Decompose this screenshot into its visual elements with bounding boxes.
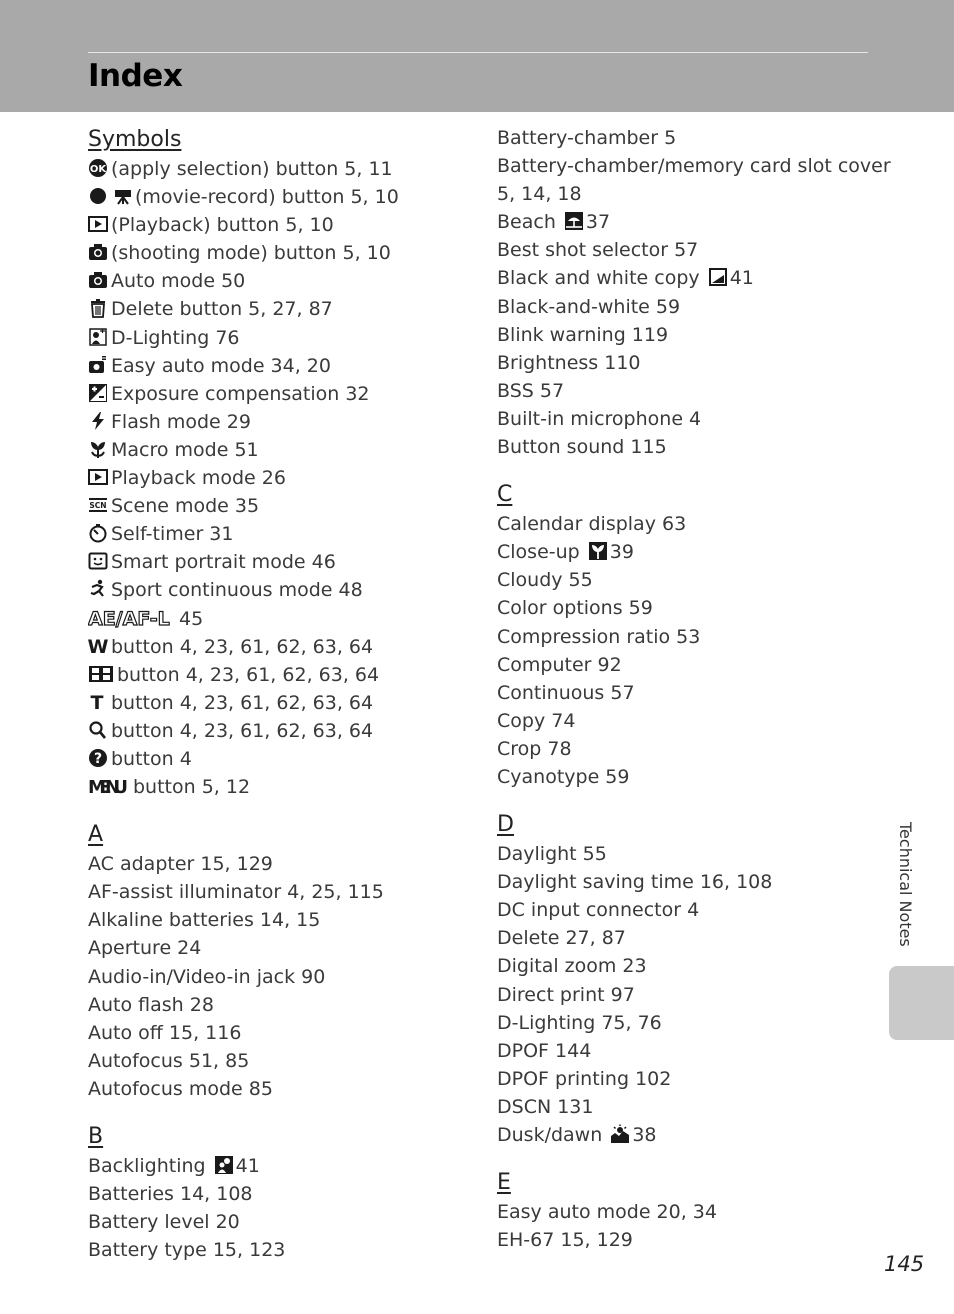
index-entry: Best shot selector 57: [497, 239, 699, 262]
index-entry: DPOF printing 102: [497, 1067, 672, 1090]
index-entry: D-Lighting 75, 76: [497, 1011, 662, 1034]
backlighting-icon: [214, 1155, 234, 1175]
index-entry: Beach 37: [497, 211, 611, 234]
index-entry: Easy auto mode 34, 20: [88, 352, 468, 380]
index-entry: Digital zoom 23: [497, 955, 647, 978]
index-entry: Battery type 15, 123: [88, 1239, 286, 1262]
index-entry: Sport continuous mode 48: [88, 576, 468, 604]
smart-portrait-icon: [88, 551, 108, 571]
side-section-label: Technical Notes: [896, 822, 915, 947]
header-rule: [88, 52, 868, 53]
index-entry: button 4, 23, 61, 62, 63, 64: [88, 717, 468, 745]
index-entry: Direct print 97: [497, 983, 635, 1006]
svg-text:SCN: SCN: [89, 501, 107, 511]
index-entry: Black-and-white 59: [497, 295, 681, 318]
index-entry: Built-in microphone 4: [497, 407, 702, 430]
svg-text:T: T: [90, 691, 104, 712]
bw-copy-icon: [708, 267, 728, 287]
index-entry: AE/AF-L 45: [88, 607, 204, 630]
index-entry: Daylight saving time 16, 108: [497, 871, 773, 894]
dusk-dawn-icon: [610, 1124, 630, 1144]
flash-icon: [88, 411, 108, 431]
index-entry: Self-timer 31: [88, 520, 468, 548]
index-entry: Dusk/dawn 38: [497, 1124, 657, 1146]
index-entry: Playback mode 26: [88, 464, 468, 492]
section-heading-d: D: [497, 812, 514, 838]
side-tab: [889, 966, 954, 1040]
left-column: [88, 124, 468, 1264]
svg-text:?: ?: [93, 750, 103, 767]
playback-zoom-icon: [88, 720, 108, 740]
index-entry: DSCN 131: [497, 1095, 594, 1118]
index-entry: Aperture 24: [88, 937, 202, 960]
index-entry: SCN Scene mode 35: [89, 495, 260, 518]
self-timer-icon: [88, 523, 108, 543]
index-entry: AC adapter 15, 129: [88, 853, 273, 876]
index-entry: BSS 57: [497, 379, 565, 402]
page-title: Index: [88, 58, 183, 94]
index-entry: Auto mode 50: [88, 267, 468, 295]
ok-icon: [88, 158, 108, 178]
svg-text:MENU: MENU: [88, 777, 128, 797]
index-entry: (shooting mode) button 5, 10: [88, 239, 468, 267]
header-bar: [0, 0, 954, 112]
index-entry: Auto flash 28: [88, 993, 214, 1016]
index-entry: 5, 14, 18: [497, 183, 582, 206]
index-entry: Flash mode 29: [88, 408, 468, 436]
index-entry: button 4, 23, 61, 62, 63, 64: [88, 661, 468, 689]
index-entry: Black and white copy 41: [497, 267, 754, 290]
close-up-icon: [588, 541, 608, 561]
index-entry: Computer 92: [497, 653, 622, 676]
index-entry: (movie-record) button 5, 10: [88, 183, 468, 211]
right-column: [497, 124, 891, 1254]
index-entry: Battery level 20: [88, 1211, 240, 1234]
index-entry: Close-up 39: [497, 541, 634, 564]
index-entry: MENU button 5, 12: [88, 776, 251, 799]
index-entry: Delete button 5, 27, 87: [88, 295, 468, 323]
easy-auto-icon: [88, 355, 108, 375]
help-icon: [88, 748, 108, 768]
index-entry: EH-67 15, 129: [497, 1229, 633, 1252]
index-entry: Autofocus 51, 85: [88, 1049, 250, 1072]
index-entry: Batteries 14, 108: [88, 1183, 253, 1206]
section-heading-e: E: [497, 1170, 511, 1196]
index-entry: Daylight 55: [497, 843, 607, 866]
index-entry: Alkaline batteries 14, 15: [88, 909, 321, 932]
index-entry: Easy auto mode 20, 34: [497, 1201, 717, 1224]
thumbnail-icon: [88, 664, 114, 684]
index-entry: Audio-in/Video-in jack 90: [88, 965, 326, 988]
section-heading-symbols: Symbols: [88, 127, 182, 152]
index-entry: Color options 59: [497, 597, 653, 620]
index-entry: Battery-chamber/memory card slot cover: [497, 155, 891, 178]
index-entry: DPOF 144: [497, 1039, 592, 1062]
index-entry: Compression ratio 53: [497, 625, 701, 648]
playback-icon: [88, 467, 108, 487]
index-entry: Crop 78: [497, 737, 572, 760]
scene-icon: [88, 495, 108, 515]
index-entry: OK (apply selection) button 5, 11: [89, 158, 393, 180]
section-heading-a: A: [88, 822, 104, 848]
sport-continuous-icon: [88, 579, 108, 599]
index-entry: Blink warning 119: [497, 323, 669, 346]
section-heading-b: B: [88, 1124, 104, 1149]
index-entry: D-Lighting 76: [88, 324, 468, 352]
index-entry: Delete 27, 87: [497, 927, 626, 950]
index-entry: Brightness 110: [497, 351, 641, 374]
index-entry: Battery-chamber 5: [497, 127, 677, 149]
macro-icon: [88, 439, 108, 459]
playback-icon: [88, 214, 108, 234]
d-lighting-icon: [88, 327, 108, 347]
index-entry: T button 4, 23, 61, 62, 63, 64: [88, 689, 468, 717]
index-entry: Copy 74: [497, 709, 576, 732]
index-entry: Autofocus mode 85: [88, 1077, 273, 1100]
record-dot-icon: [88, 186, 108, 206]
svg-text:OK: OK: [89, 164, 107, 175]
camera-icon: [88, 242, 108, 262]
section-heading-c: C: [497, 482, 513, 508]
index-entry: ? button 4: [88, 745, 468, 773]
index-entry: Macro mode 51: [88, 436, 468, 464]
camera-icon: [88, 270, 108, 290]
index-entry: Cloudy 55: [497, 569, 593, 592]
ae-af-lock-icon: [88, 608, 176, 628]
index-entry: Auto off 15, 116: [88, 1021, 242, 1044]
zoom-tele-icon: [88, 692, 108, 712]
menu-icon: [88, 776, 130, 796]
exposure-comp-icon: [88, 383, 108, 403]
beach-icon: [564, 211, 584, 231]
index-entry: Continuous 57: [497, 681, 635, 704]
index-entry: AF-assist illuminator 4, 25, 115: [88, 881, 384, 904]
index-entry: Button sound 115: [497, 436, 667, 459]
svg-text:W: W: [88, 635, 108, 656]
index-entry: Exposure compensation 32: [88, 380, 468, 408]
index-entry: Smart portrait mode 46: [88, 548, 468, 576]
page-number: 145: [884, 1252, 925, 1276]
movie-icon: [113, 186, 133, 206]
zoom-wide-icon: [88, 636, 108, 656]
index-entry: W button 4, 23, 61, 62, 63, 64: [88, 635, 374, 658]
index-entry: Calendar display 63: [497, 513, 687, 536]
index-entry: DC input connector 4: [497, 899, 700, 922]
svg-text:AE/AF-L: AE/AF-L: [88, 607, 170, 628]
index-entry: Cyanotype 59: [497, 765, 630, 788]
trash-icon: [88, 298, 108, 318]
index-entry: Backlighting 41: [88, 1155, 260, 1177]
index-entry: (Playback) button 5, 10: [88, 211, 468, 239]
